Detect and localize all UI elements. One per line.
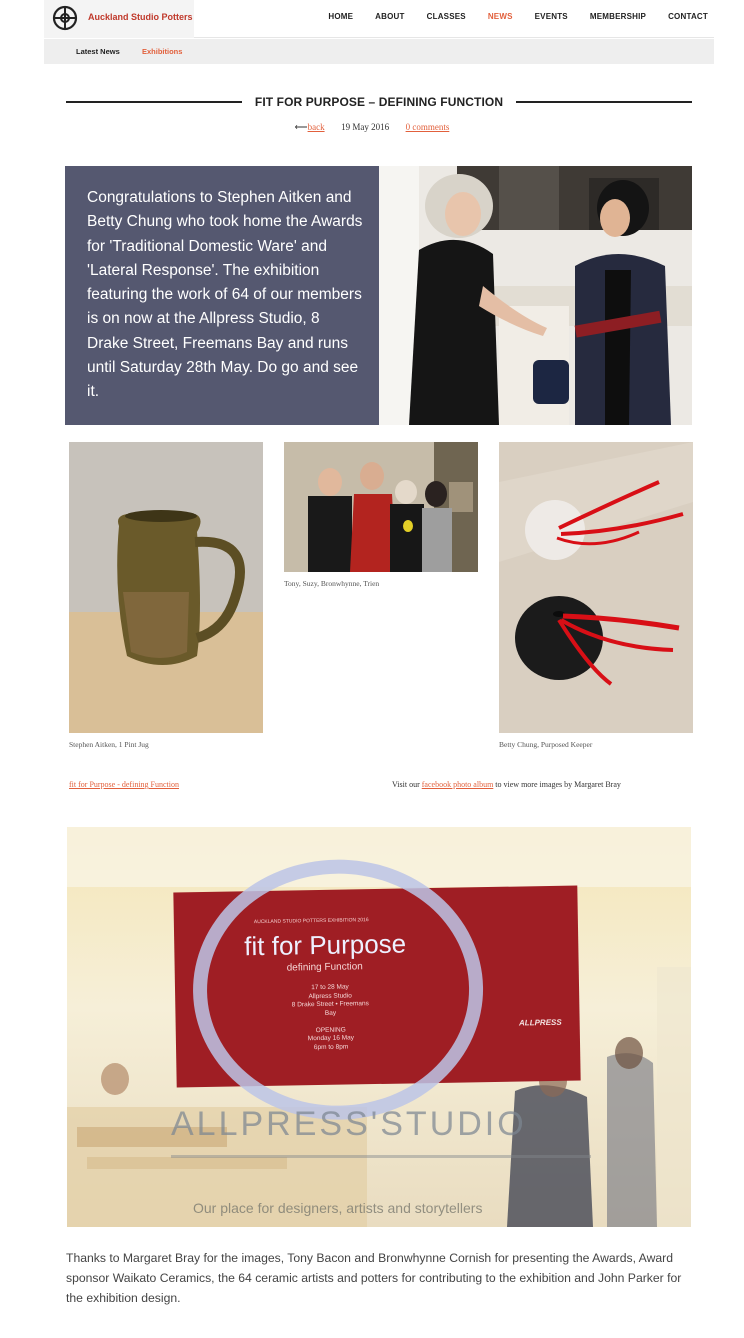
back-arrow-icon[interactable]: ⟵ — [294, 122, 308, 132]
nav-classes[interactable]: CLASSES — [426, 12, 466, 21]
logo-text[interactable]: Auckland Studio Potters — [88, 12, 193, 22]
back-link[interactable]: back — [307, 122, 325, 132]
nav-membership[interactable]: MEMBERSHIP — [589, 12, 647, 21]
studio-window-lettering: ALLPRESS'STUDIO — [171, 1105, 527, 1143]
acknowledgements-text: Thanks to Margaret Bray for the images, Tony Bacon and Bronwhynne Cornish for presenting the Awards, Award sponsor Waikato Ceramics, the 64 ceramic artists and potters for contributing to the exhibition and John Parker for the exhibition design. — [66, 1251, 682, 1305]
intro-box — [65, 166, 379, 425]
subnav-latest-news[interactable]: Latest News — [76, 47, 120, 56]
nav-about[interactable]: ABOUT — [375, 12, 405, 21]
post-title-row — [66, 92, 692, 112]
subnav-exhibitions[interactable]: Exhibitions — [142, 47, 183, 56]
poster-brand: ALLPRESS — [518, 1017, 562, 1028]
post-meta — [0, 122, 744, 133]
potters-wheel-logo-icon — [52, 5, 78, 31]
poster-tagline: defining Function — [286, 961, 363, 974]
poster-title: fit for Purpose — [244, 928, 407, 962]
sub-nav — [44, 39, 714, 64]
main-nav — [328, 12, 708, 21]
comments-link[interactable]: 0 comments — [405, 122, 450, 132]
window-divider — [171, 1155, 591, 1158]
facebook-note-post: to view more images by Margaret Bray — [495, 780, 621, 789]
caption-group: Tony, Suzy, Bronwhynne, Trien — [284, 579, 380, 588]
nav-events[interactable]: EVENTS — [534, 12, 568, 21]
exhibition-poster — [173, 885, 580, 1087]
nav-news[interactable]: NEWS — [487, 12, 513, 21]
jug-photo[interactable] — [69, 442, 263, 733]
facebook-album-link[interactable]: facebook photo album — [421, 780, 494, 789]
facebook-note-pre: Visit our — [392, 780, 420, 789]
studio-tagline: Our place for designers, artists and storytellers — [193, 1200, 483, 1216]
group-photo[interactable] — [284, 442, 478, 572]
title-divider-right — [516, 101, 692, 103]
exhibition-link[interactable]: fit for Purpose - defining Function — [69, 780, 179, 789]
page-title: FIT FOR PURPOSE – DEFINING FUNCTION — [254, 95, 504, 109]
post-date: 19 May 2016 — [341, 122, 390, 132]
nav-contact[interactable]: CONTACT — [668, 12, 708, 21]
caption-keeper: Betty Chung, Purposed Keeper — [499, 740, 593, 749]
caption-jug: Stephen Aitken, 1 Pint Jug — [69, 740, 149, 749]
poster-details: 17 to 28 May Allpress Studio 8 Drake Street • Freemans Bay OPENING Monday 16 May 6pm to 8pm — [291, 983, 369, 1051]
site-header — [44, 0, 714, 38]
logo[interactable] — [44, 0, 194, 38]
intro-text: Congratulations to Stephen Aitken and Betty Chung who took home the Awards for 'Traditional Domestic Ware' and 'Lateral Response'. The exhibition featuring the work of 64 of our members is on now at the Allpress Studio, 8 Drake Street, Freemans Bay and runs until Saturday 28th May. Do go and see it. — [87, 189, 363, 401]
nav-home[interactable]: HOME — [328, 12, 354, 21]
poster-subtitle: AUCKLAND STUDIO POTTERS EXHIBITION 2016 — [253, 917, 369, 926]
keeper-photo[interactable] — [499, 442, 693, 733]
award-presentation-photo — [379, 166, 692, 425]
facebook-note — [392, 780, 621, 789]
exhibition-window-photo[interactable] — [67, 827, 691, 1227]
